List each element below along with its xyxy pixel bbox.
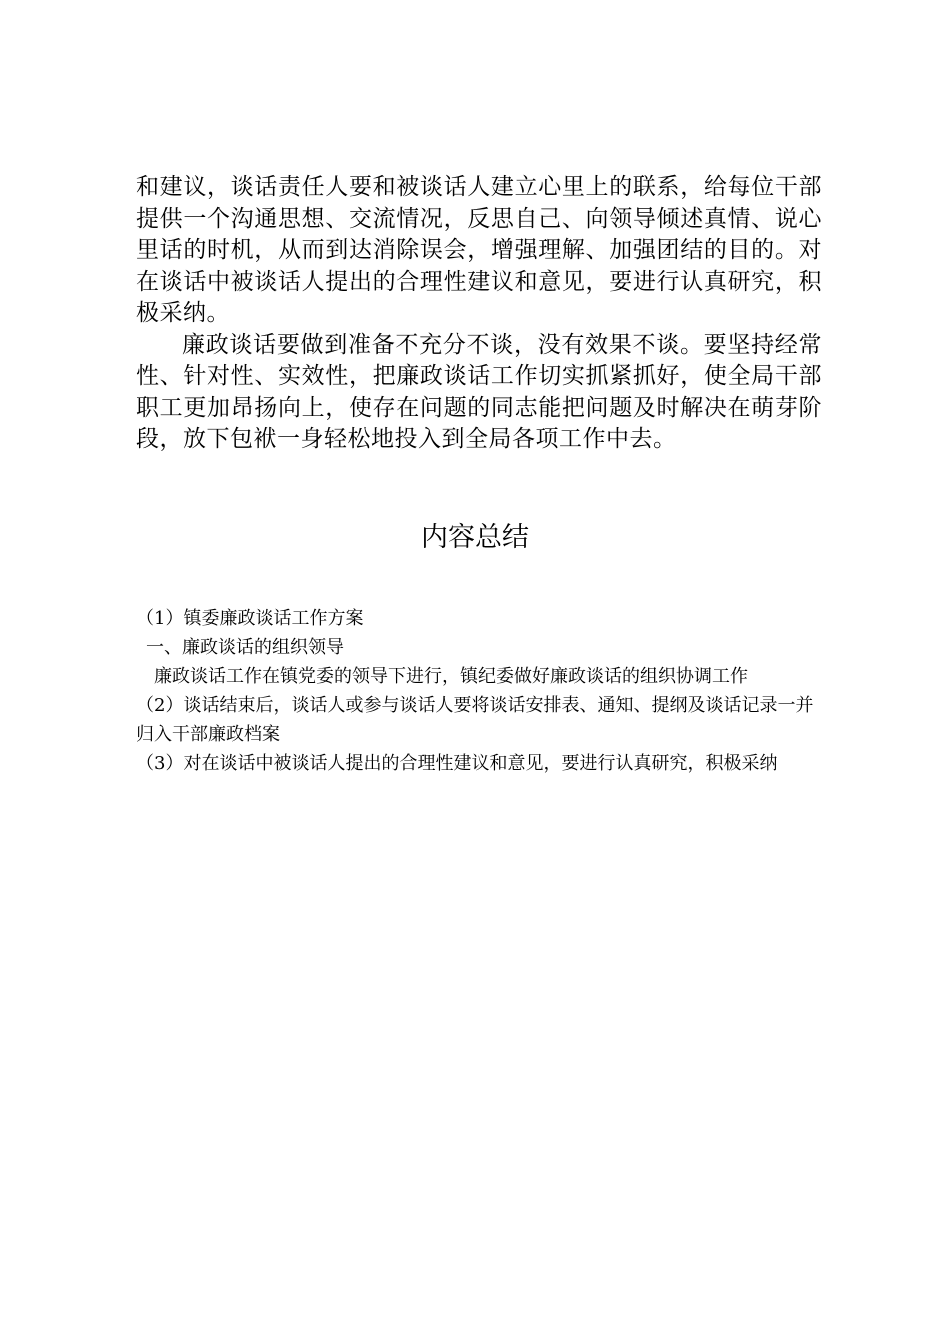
summary-item-3: 廉政谈话工作在镇党委的领导下进行，镇纪委做好廉政谈话的组织协调工作 — [154, 666, 748, 687]
summary-section — [136, 604, 826, 778]
summary-item-5: （3）对在谈话中被谈话人提出的合理性建议和意见，要进行认真研究，积极采纳 — [136, 753, 778, 774]
body-paragraph-1: 和建议，谈话责任人要和被谈话人建立心里上的联系，给每位干部提供一个沟通思想、交流情况，反思自己、向领导倾述真情、说心里话的时机，从而到达消除误会，增强理解、加强团结的目的。对在谈话中被谈话人提出的合理性建议和意见，要进行认真研究，积极采纳。 — [136, 174, 822, 326]
body-text — [136, 172, 822, 456]
summary-item-4: （2）谈话结束后，谈话人或参与谈话人要将谈话安排表、通知、提纲及谈话记录一并归入干部廉政档案 — [136, 695, 814, 745]
summary-item-1: （1）镇委廉政谈话工作方案 — [136, 608, 364, 629]
body-paragraph-2: 廉政谈话要做到准备不充分不谈，没有效果不谈。要坚持经常性、针对性、实效性，把廉政谈话工作切实抓紧抓好，使全局干部职工更加昂扬向上，使存在问题的同志能把问题及时解决在萌芽阶段，放下包袱一身轻松地投入到全局各项工作中去。 — [136, 331, 822, 452]
summary-title: 内容总结 — [421, 522, 529, 553]
summary-item-2: 一、廉政谈话的组织领导 — [146, 637, 344, 658]
